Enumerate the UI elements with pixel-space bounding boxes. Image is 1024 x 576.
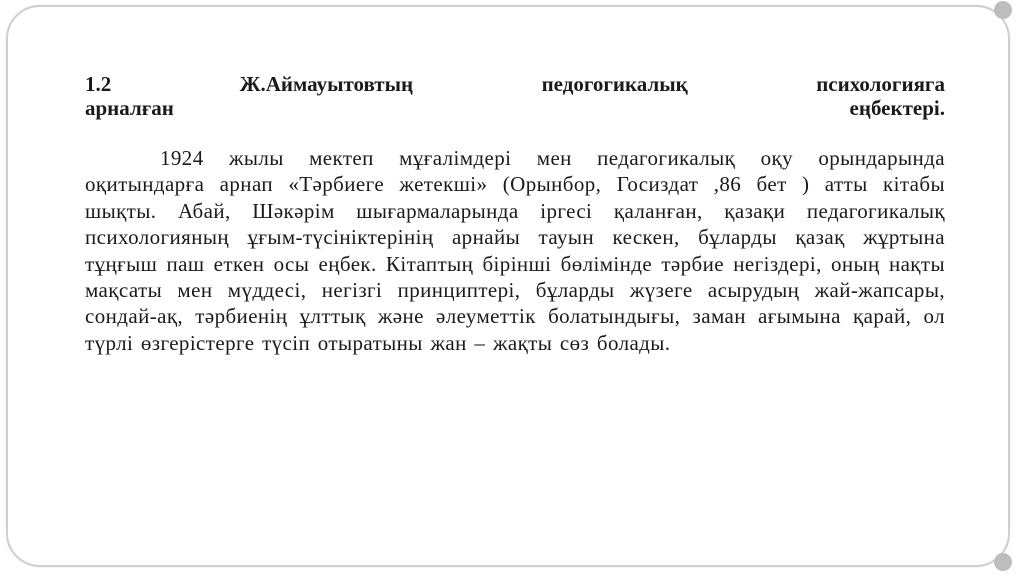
heading-word: арналған (85, 96, 174, 120)
section-heading (85, 72, 945, 120)
slide-content (85, 72, 945, 377)
corner-decoration-bottom (994, 553, 1012, 571)
heading-word: еңбектері. (849, 96, 945, 120)
corner-decoration-top (994, 1, 1012, 19)
heading-line-2 (85, 96, 945, 120)
heading-word: Ж.Аймауытовтың (239, 72, 414, 96)
heading-line-1 (85, 72, 945, 96)
body-paragraph: 1924 жылы мектеп мұғалімдері мен педагогикалық оқу орындарында оқитындарға арнап «Тәрбиеге жетекші» (Орынбор, Госиздат ,86 бет ) атты кітабы шықты. Абай, Шәкәрім шығармаларында іргесі қаланған, қазақи педагогикалық психологияның ұғым-түсініктерінің арнайы тауын кескен, бұларды қазақ жұртына тұңғыш паш еткен осы еңбек. Кітаптың бірінші бөлімінде тәрбие негіздері, оның нақты мақсаты мен мүддесі, негізгі принциптері, бұларды жүзеге асырудың жай-жапсары, сондай-ақ, тәрбиенің ұлттық және әлеуметтік болатындығы, заман ағымына қарай, ол түрлі өзгерістерге түсіп отыратыны жан – жақты сөз болады. (85, 146, 945, 355)
heading-number: 1.2 (85, 72, 112, 96)
heading-word: психологияга (816, 72, 945, 96)
heading-word: педогогикалық (541, 72, 688, 96)
